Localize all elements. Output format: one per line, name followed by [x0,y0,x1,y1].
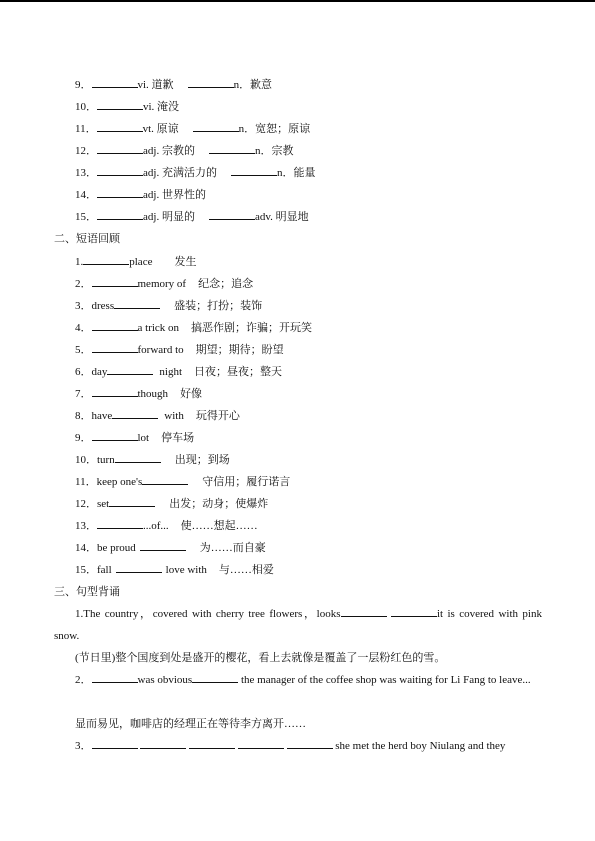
vocab-item: 12． adj. 宗教的 n．宗教 [75,145,294,157]
vocab-item: 11． vt. 原谅 n．宽恕；原谅 [75,123,311,135]
phrase-item: 12．set 出发；动身；使爆炸 [75,498,269,510]
phrase-item: 15．fall love with 与……相爱 [75,564,274,576]
phrase-item: 10．turn 出现；到场 [75,454,230,466]
vocab-item: 14． adj. 世界性的 [75,189,206,201]
phrase-item: 4． a trick on 搞恶作剧；诈骗；开玩笑 [75,322,313,334]
phrase-item: 6．day night 日夜；昼夜；整天 [75,366,283,378]
phrase-item: 5． forward to 期望；期待；盼望 [75,344,284,356]
vocab-item: 9． vi. 道歉 n．歉意 [75,79,273,91]
phrase-item: 9． lot 停车场 [75,432,195,444]
sentence-item: 1.The country，covered with cherry tree flowers，looks it is covered with pink snow. [54,608,542,642]
phrase-item: 8．have with 玩得开心 [75,410,240,422]
section-heading: 三、句型背诵 [54,586,120,598]
section-heading: 二、短语回顾 [54,233,120,245]
vocab-item: 15． adj. 明显的 adv. 明显地 [75,211,309,223]
phrase-item: 14．be proud 为……而自豪 [75,542,266,554]
phrase-item: 7． though 好像 [75,388,203,400]
phrase-item: 13． ...of... 使……想起…… [75,520,258,532]
phrase-item: 1. place 发生 [75,256,197,268]
phrase-item: 3．dress 盛装；打扮；装饰 [75,300,263,312]
phrase-item: 2． memory of 纪念；追念 [75,278,254,290]
vocab-item: 10． vi. 淹没 [75,101,180,113]
sentence-item: 2． was obvious the manager of the coffee shop was waiting for Li Fang to leave... [75,674,531,686]
phrase-item: 11．keep one's 守信用；履行诺言 [75,476,291,488]
top-rule [0,0,595,2]
sentence-translation: 显而易见，咖啡店的经理正在等待李方离开…… [75,718,306,730]
sentence-translation: (节日里)整个国度到处是盛开的樱花，看上去就像是覆盖了一层粉红色的雪。 [75,652,446,664]
vocab-item: 13． adj. 充满活力的 n．能量 [75,167,316,179]
sentence-item: 3． she met the herd boy Niulang and they [75,740,506,752]
